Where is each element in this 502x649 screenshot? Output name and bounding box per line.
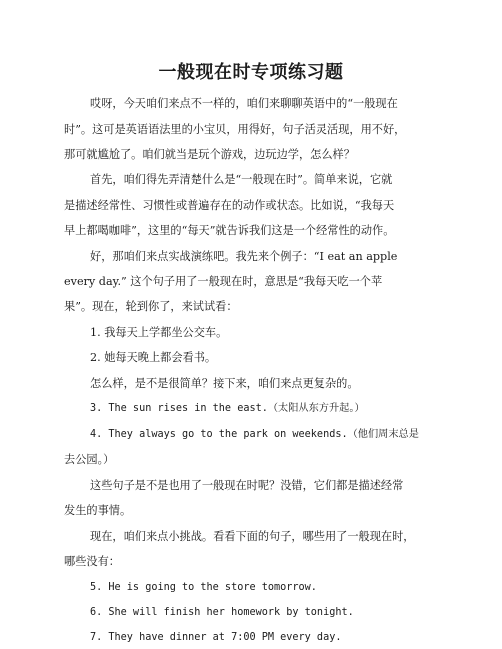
paragraph-line: 早上都喝咖啡”，这里的“每天”就告诉我们这是一个经常性的动作。 (64, 224, 395, 237)
paragraph-line: 怎么样，是不是很简单？接下来，咱们来点更复杂的。 (90, 377, 359, 390)
exercise-item: 3. The sun rises in the east.（太阳从东方升起。） (90, 403, 365, 414)
paragraph-line: 发生的事情。 (64, 504, 132, 517)
exercise-item: 1. 我每天上学都坐公交车。 (90, 326, 228, 339)
document-title: 一般现在时专项练习题 (158, 62, 344, 83)
paragraph-line: 现在，咱们来点小挑战。看看下面的句子，哪些用了一般现在时， (90, 530, 415, 543)
paragraph-line: 这些句子是不是也用了一般现在时呢？没错，它们都是描述经常 (90, 479, 404, 492)
exercise-item: 6. She will finish her homework by tonight. (90, 607, 354, 618)
exercise-item: 7. They have dinner at 7:00 PM every day. (90, 632, 342, 643)
exercise-item-continued: 去公园。） (64, 453, 115, 466)
paragraph-line: 是描述经常性、习惯性或普遍存在的动作或状态。比如说，“我每天 (64, 199, 395, 212)
paragraph-line: 那可就尴尬了。咱们就当是玩个游戏，边玩边学，怎么样？ (64, 148, 355, 161)
paragraph-line: 首先，咱们得先弄清楚什么是“一般现在时”。简单来说，它就 (90, 173, 393, 186)
paragraph-line: 时”。这可是英语语法里的小宝贝，用得好，句子活灵活现，用不好， (64, 123, 406, 136)
paragraph-line: 哪些没有： (64, 555, 120, 568)
paragraph-line: 哎呀，今天咱们来点不一样的，咱们来聊聊英语中的“一般现在 (90, 97, 398, 110)
paragraph-line: 果”。现在，轮到你了，来试试看： (64, 300, 238, 313)
paragraph-line: 好，那咱们来点实战演练吧。我先来个例子：“I eat an apple (90, 250, 398, 263)
exercise-item: 2. 她每天晚上都会看书。 (90, 351, 217, 364)
exercise-item: 5. He is going to the store tomorrow. (90, 582, 317, 593)
exercise-item: 4. They always go to the park on weekends.（他们周末总是 (90, 429, 419, 440)
paragraph-line: every day.” 这个句子用了一般现在时，意思是“我每天吃一个苹 (64, 275, 383, 288)
